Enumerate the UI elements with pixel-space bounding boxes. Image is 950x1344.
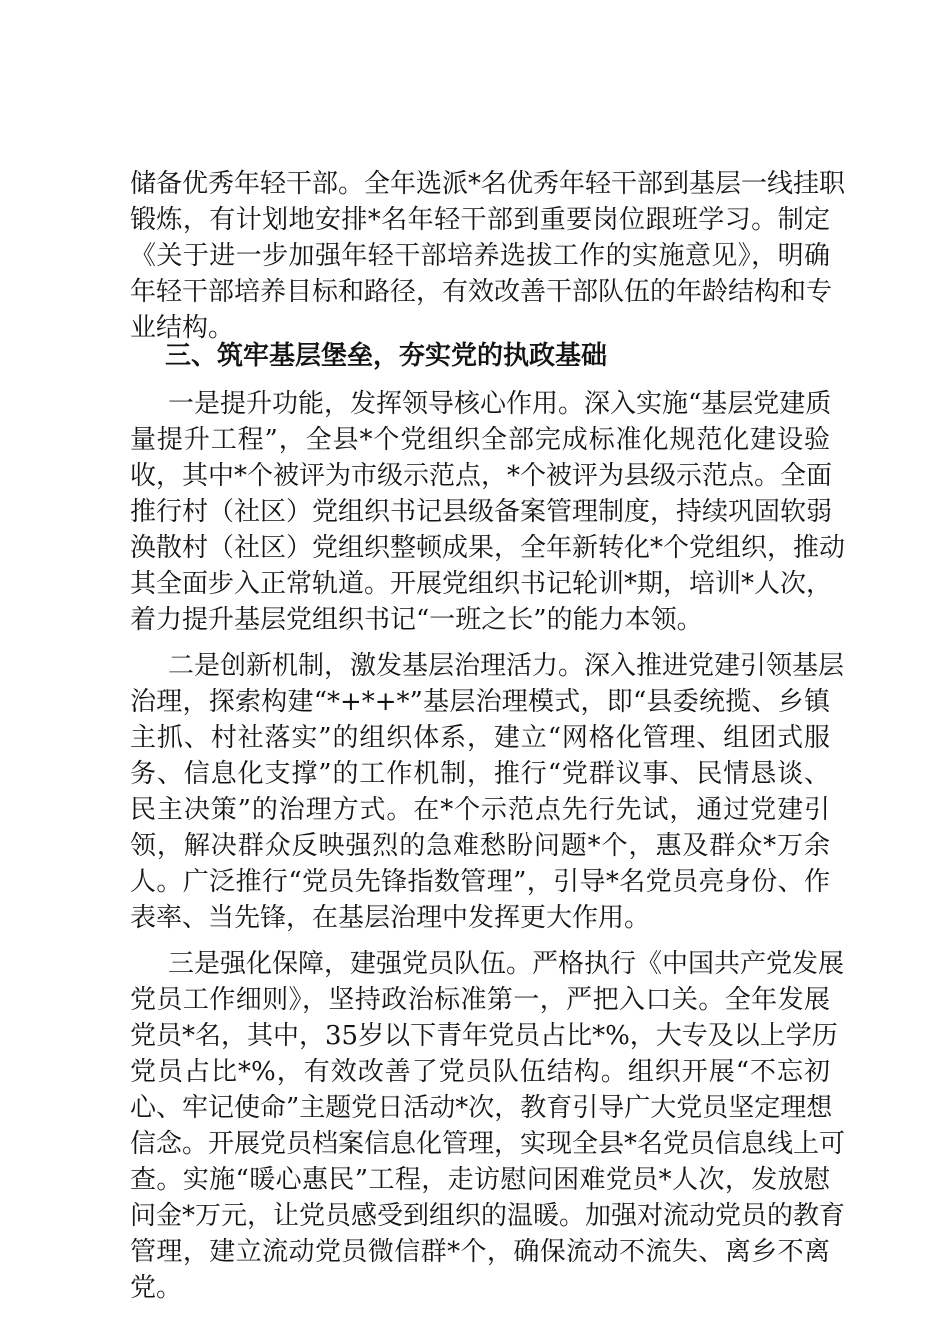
paragraph-3-line-8: 表率、当先锋，在基层治理中发挥更大作用。 [130,903,651,933]
paragraph-2-line-4: 推行村（社区）党组织书记县级备案管理制度，持续巩固软弱 [130,497,833,527]
paragraph-1-line-4: 年轻干部培养目标和路径，有效改善干部队伍的年龄结构和专 [130,277,833,307]
paragraph-2-line-1: 一是提升功能，发挥领导核心作用。深入实施“基层党建质 [168,389,832,419]
paragraph-3-line-4: 务、信息化支撑”的工作机制，推行“党群议事、民情恳谈、 [130,759,830,789]
paragraph-2-line-3: 收，其中*个被评为市级示范点，*个被评为县级示范点。全面 [130,461,833,491]
paragraph-4-line-1: 三是强化保障，建强党员队伍。严格执行《中国共产党发展 [168,949,845,979]
paragraph-4-line-7: 查。实施“暖心惠民”工程，走访慰问困难党员*人次，发放慰 [130,1165,830,1195]
paragraph-3-line-7: 人。广泛推行“党员先锋指数管理”，引导*名党员亮身份、作 [130,867,830,897]
paragraph-1-line-1: 储备优秀年轻干部。全年选派*名优秀年轻干部到基层一线挂职 [130,169,846,199]
paragraph-2-line-6: 其全面步入正常轨道。开展党组织书记轮训*期，培训*人次， [130,569,833,599]
paragraph-1-line-2: 锻炼，有计划地安排*名年轻干部到重要岗位跟班学习。制定 [130,205,830,235]
paragraph-4-line-8: 问金*万元，让党员感受到组织的温暖。加强对流动党员的教育 [130,1201,846,1231]
paragraph-4-line-6: 信念。开展党员档案信息化管理，实现全县*名党员信息线上可 [130,1129,846,1159]
paragraph-4-line-5: 心、牢记使命”主题党日活动*次，教育引导广大党员坚定理想 [130,1093,833,1123]
paragraph-4-line-9: 管理，建立流动党员微信群*个，确保流动不流失、离乡不离 [130,1237,830,1267]
paragraph-1-line-3: 《关于进一步加强年轻干部培养选拔工作的实施意见》，明确 [130,241,830,271]
paragraph-3-line-5: 民主决策”的治理方式。在*个示范点先行先试，通过党建引 [130,795,830,825]
paragraph-2-line-7: 着力提升基层党组织书记“一班之长”的能力本领。 [130,605,703,635]
paragraph-4-line-10: 党。 [130,1273,183,1303]
paragraph-4-line-2: 党员工作细则》，坚持政治标准第一，严把入口关。全年发展 [130,985,830,1015]
paragraph-3-line-2: 治理，探索构建“*+*+*”基层治理模式，即“县委统揽、乡镇 [130,687,830,717]
paragraph-3-line-1: 二是创新机制，激发基层治理活力。深入推进党建引领基层 [168,651,845,681]
paragraph-3-line-6: 领，解决群众反映强烈的急难愁盼问题*个，惠及群众*万余 [130,831,830,861]
paragraph-4-line-4: 党员占比*%，有效改善了党员队伍结构。组织开展“不忘初 [130,1057,830,1087]
section-heading: 三、筑牢基层堡垒，夯实党的执政基础 [165,341,608,371]
paragraph-1-line-5: 业结构。 [130,313,235,343]
paragraph-4-line-3: 党员*名，其中，35岁以下青年党员占比*%，大专及以上学历 [130,1021,838,1051]
paragraph-3-line-3: 主抓、村社落实”的组织体系，建立“网格化管理、组团式服 [130,723,830,753]
paragraph-2-line-5: 涣散村（社区）党组织整顿成果，全年新转化*个党组织，推动 [130,533,846,563]
paragraph-2-line-2: 量提升工程”，全县*个党组织全部完成标准化规范化建设验 [130,425,830,455]
